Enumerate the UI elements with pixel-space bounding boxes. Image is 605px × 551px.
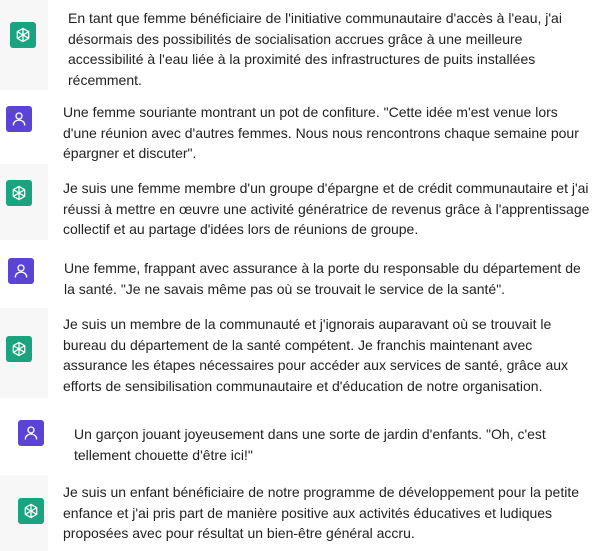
message-text: Je suis un membre de la communauté et j'ignorais auparavant où se trouvait le bureau du département de la santé compétent. Je franchis maintenant avec assurance les étapes nécessaires pour accéder aux services de santé, grâce aux efforts de sensibilisation communautaire et d'éducation de notre organisation. — [63, 316, 569, 394]
message-text: Je suis un enfant bénéficiaire de notre programme de développement pour la petite enfance et j'ai pris part de manière positive aux activités éducatives et ludiques proposées avec pour résultat un bien-être général accru. — [63, 484, 579, 541]
message-text: Un garçon jouant joyeusement dans une sorte de jardin d'enfants. "Oh, c'est tellement chouette d'être ici!" — [74, 426, 546, 463]
openai-logo-icon — [22, 502, 40, 520]
message-text: Une femme, frappant avec assurance à la porte du responsable du département de la santé. "Je ne savais même pas où se trouvait le service de la santé". — [64, 260, 581, 297]
user-avatar — [18, 420, 44, 446]
message-text: Je suis une femme membre d'un groupe d'épargne et de crédit communautaire et j'ai réussi à mettre en œuvre une activité génératrice de revenus grâce à l'apprentissage collectif et au partage d'idées lors de réunions de groupe. — [63, 180, 590, 237]
assistant-avatar — [6, 180, 32, 206]
assistant-avatar — [18, 498, 44, 524]
user-icon — [10, 110, 28, 128]
openai-logo-icon — [10, 340, 28, 358]
message-text: En tant que femme bénéficiaire de l'initiative communautaire d'accès à l'eau, j'ai désormais des possibilités de socialisation accrues grâce à une meilleure accessibilité à l'eau liée à la proximité des infrastructures de puits installées récemment. — [68, 10, 562, 88]
assistant-avatar — [6, 336, 32, 362]
openai-logo-icon — [10, 184, 28, 202]
openai-logo-icon — [14, 26, 32, 44]
user-icon — [12, 262, 30, 280]
user-avatar — [6, 106, 32, 132]
message-text: Une femme souriante montrant un pot de confiture. "Cette idée m'est venue lors d'une réunion avec d'autres femmes. Nous nous rencontrons chaque semaine pour épargner et discuter". — [63, 104, 579, 161]
user-avatar — [8, 258, 34, 284]
assistant-avatar — [10, 22, 36, 48]
user-icon — [22, 424, 40, 442]
